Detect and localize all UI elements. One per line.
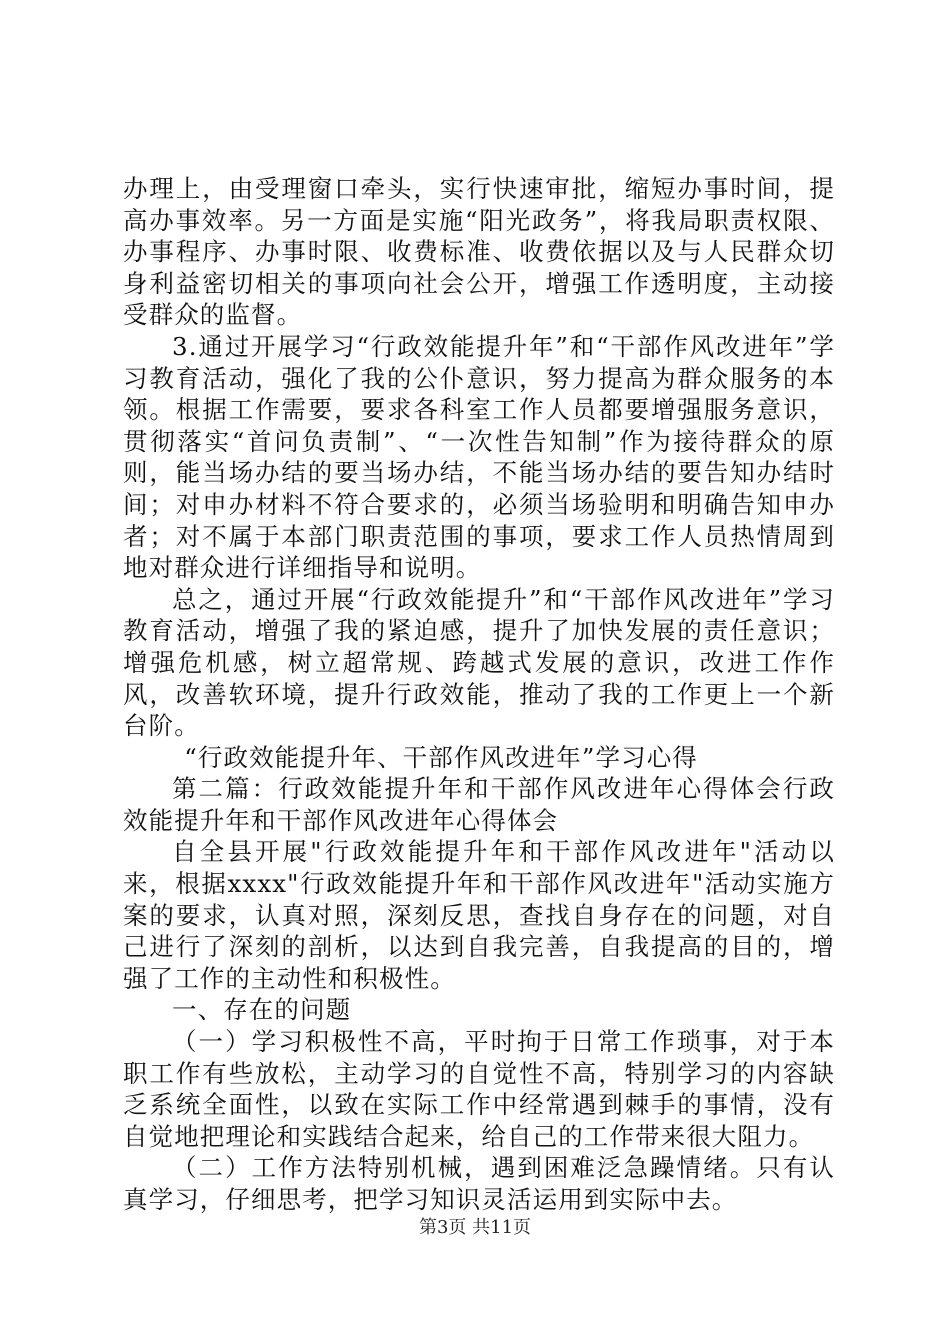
paragraph-problem-2: （二）工作方法特别机械，遇到困难泛急躁情绪。只有认真学习，仔细思考，把学习知识灵活运用到实际中去。 xyxy=(123,1153,835,1214)
paragraph-problem-1: （一）学习积极性不高，平时拘于日常工作琐事，对于本职工作有些放松，主动学习的自觉性不高，特别学习的内容缺乏系统全面性，以致在实际工作中经常遇到棘手的事情，没有自觉地把理论和实践结合起来，给自己的工作带来很大阻力。 xyxy=(123,1027,835,1151)
document-body xyxy=(123,173,835,1216)
heading-problems: 一、存在的问题 xyxy=(172,995,352,1025)
paragraph-intro: 自全县开展"行政效能提升年和干部作风改进年"活动以来，根据xxxx"行政效能提升年和干部作风改进年"活动实施方案的要求，认真对照，深刻反思，查找自身存在的问题，对自己进行了深刻的剖析，以达到自我完善，自我提高的目的，增强了工作的主动性和积极性。 xyxy=(123,837,835,993)
paragraph-summary: 总之，通过开展“行政效能提升”和“干部作风改进年”学习教育活动，增强了我的紧迫感，提升了加快发展的责任意识；增强危机感，树立超常规、跨越式发展的意识，改进工作作风，改善软环境，提升行政效能，推动了我的工作更上一个新台阶。 xyxy=(123,584,835,741)
page-number-footer: 第3页 共11页 xyxy=(418,1217,532,1238)
chapter-heading: 第二篇：行政效能提升年和干部作风改进年心得体会行政效能提升年和干部作风改进年心得体会 xyxy=(123,774,835,835)
paragraph-continuation: 办理上，由受理窗口牵头，实行快速审批，缩短办事时间，提高办事效率。另一方面是实施“阳光政务”，将我局职责权限、办事程序、办事时限、收费标准、收费依据以及与人民群众切身利益密切相关的事项向社会公开，增强工作透明度，主动接受群众的监督。 xyxy=(123,174,835,330)
section-title: “行政效能提升年、干部作风改进年”学习心得 xyxy=(184,742,698,772)
paragraph-item-3: 3.通过开展学习“行政效能提升年”和“干部作风改进年”学习教育活动，强化了我的公仆意识，努力提高为群众服务的本领。根据工作需要，要求各科室工作人员都要增强服务意识，贯彻落实“首问负责制”、“一次性告知制”作为接待群众的原则，能当场办结的要当场办结，不能当场办结的要告知办结时间；对申办材料不符合要求的，必须当场验明和明确告知申办者；对不属于本部门职责范围的事项，要求工作人员热情周到地对群众进行详细指导和说明。 xyxy=(123,331,835,583)
